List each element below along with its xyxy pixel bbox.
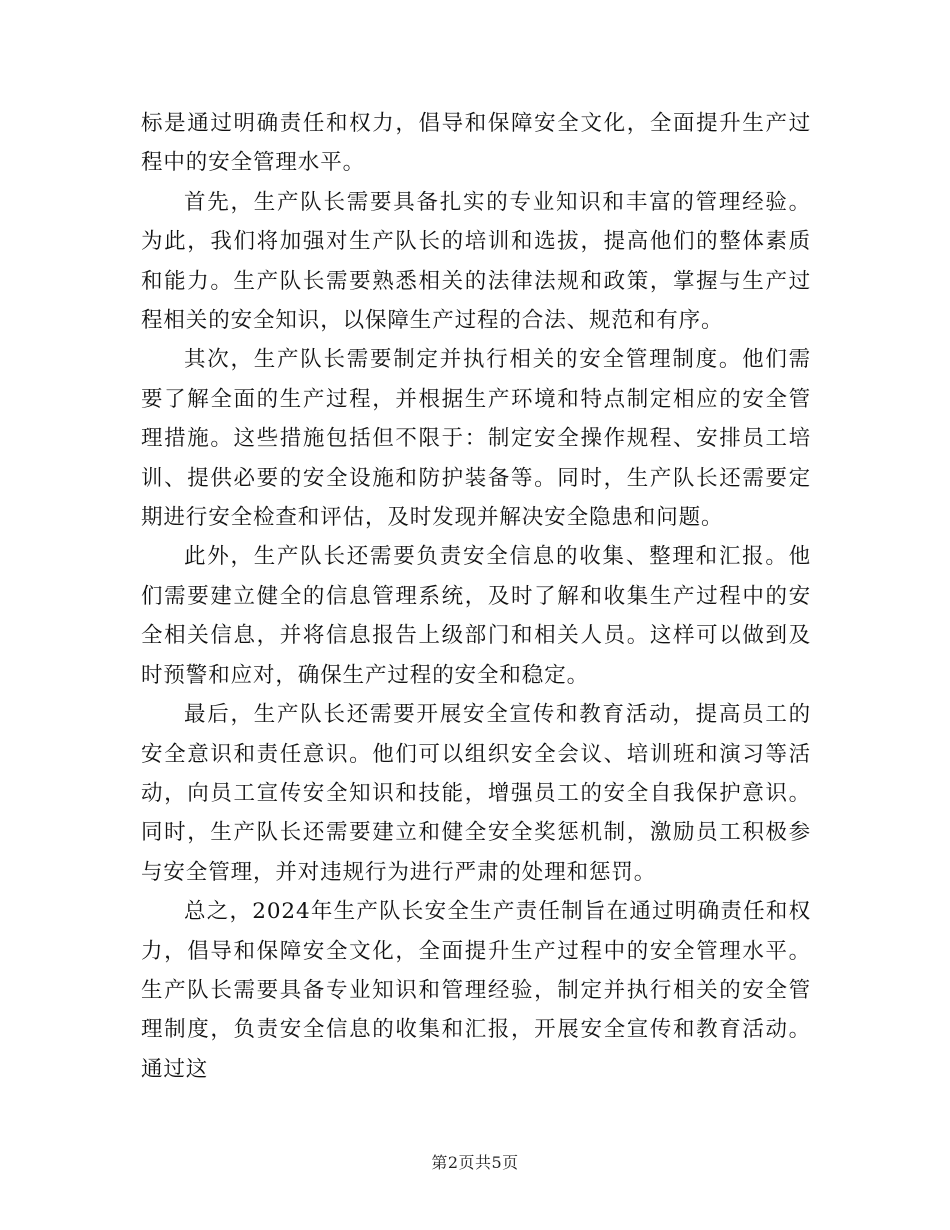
paragraph-finally: 最后，生产队长还需要开展安全宣传和教育活动，提高员工的安全意识和责任意识。他们可以组织安全会议、培训班和演习等活动，向员工宣传安全知识和技能，增强员工的安全自我保护意识。同时，生产队长还需要建立和健全安全奖惩机制，激励员工积极参与安全管理，并对违规行为进行严肃的处理和惩罚。 xyxy=(141,702,811,885)
paragraph-second: 其次，生产队长需要制定并执行相关的安全管理制度。他们需要了解全面的生产过程，并根据生产环境和特点制定相应的安全管理措施。这些措施包括但不限于：制定安全操作规程、安排员工培训、提供必要的安全设施和防护装备等。同时，生产队长还需要定期进行安全检查和评估，及时发现并解决安全隐患和问题。 xyxy=(141,347,811,531)
page-number: 第2页共5页 xyxy=(431,1153,519,1172)
paragraph-first: 首先，生产队长需要具备扎实的专业知识和丰富的管理经验。为此，我们将加强对生产队长的培训和选拔，提高他们的整体素质和能力。生产队长需要熟悉相关的法律法规和政策，掌握与生产过程相关的安全知识，以保障生产过程的合法、规范和有序。 xyxy=(141,189,811,334)
paragraph-continued: 标是通过明确责任和权力，倡导和保障安全文化，全面提升生产过程中的安全管理水平。 xyxy=(141,111,811,176)
paragraph-summary: 总之，2024年生产队长安全生产责任制旨在通过明确责任和权力，倡导和保障安全文化，全面提升生产过程中的安全管理水平。生产队长需要具备专业知识和管理经验，制定并执行相关的安全管理制度，负责安全信息的收集和汇报，开展安全宣传和教育活动。通过这 xyxy=(141,899,811,1082)
paragraph-moreover: 此外，生产队长还需要负责安全信息的收集、整理和汇报。他们需要建立健全的信息管理系统，及时了解和收集生产过程中的安全相关信息，并将信息报告上级部门和相关人员。这样可以做到及时预警和应对，确保生产过程的安全和稳定。 xyxy=(141,544,811,688)
document-body xyxy=(141,104,811,1089)
